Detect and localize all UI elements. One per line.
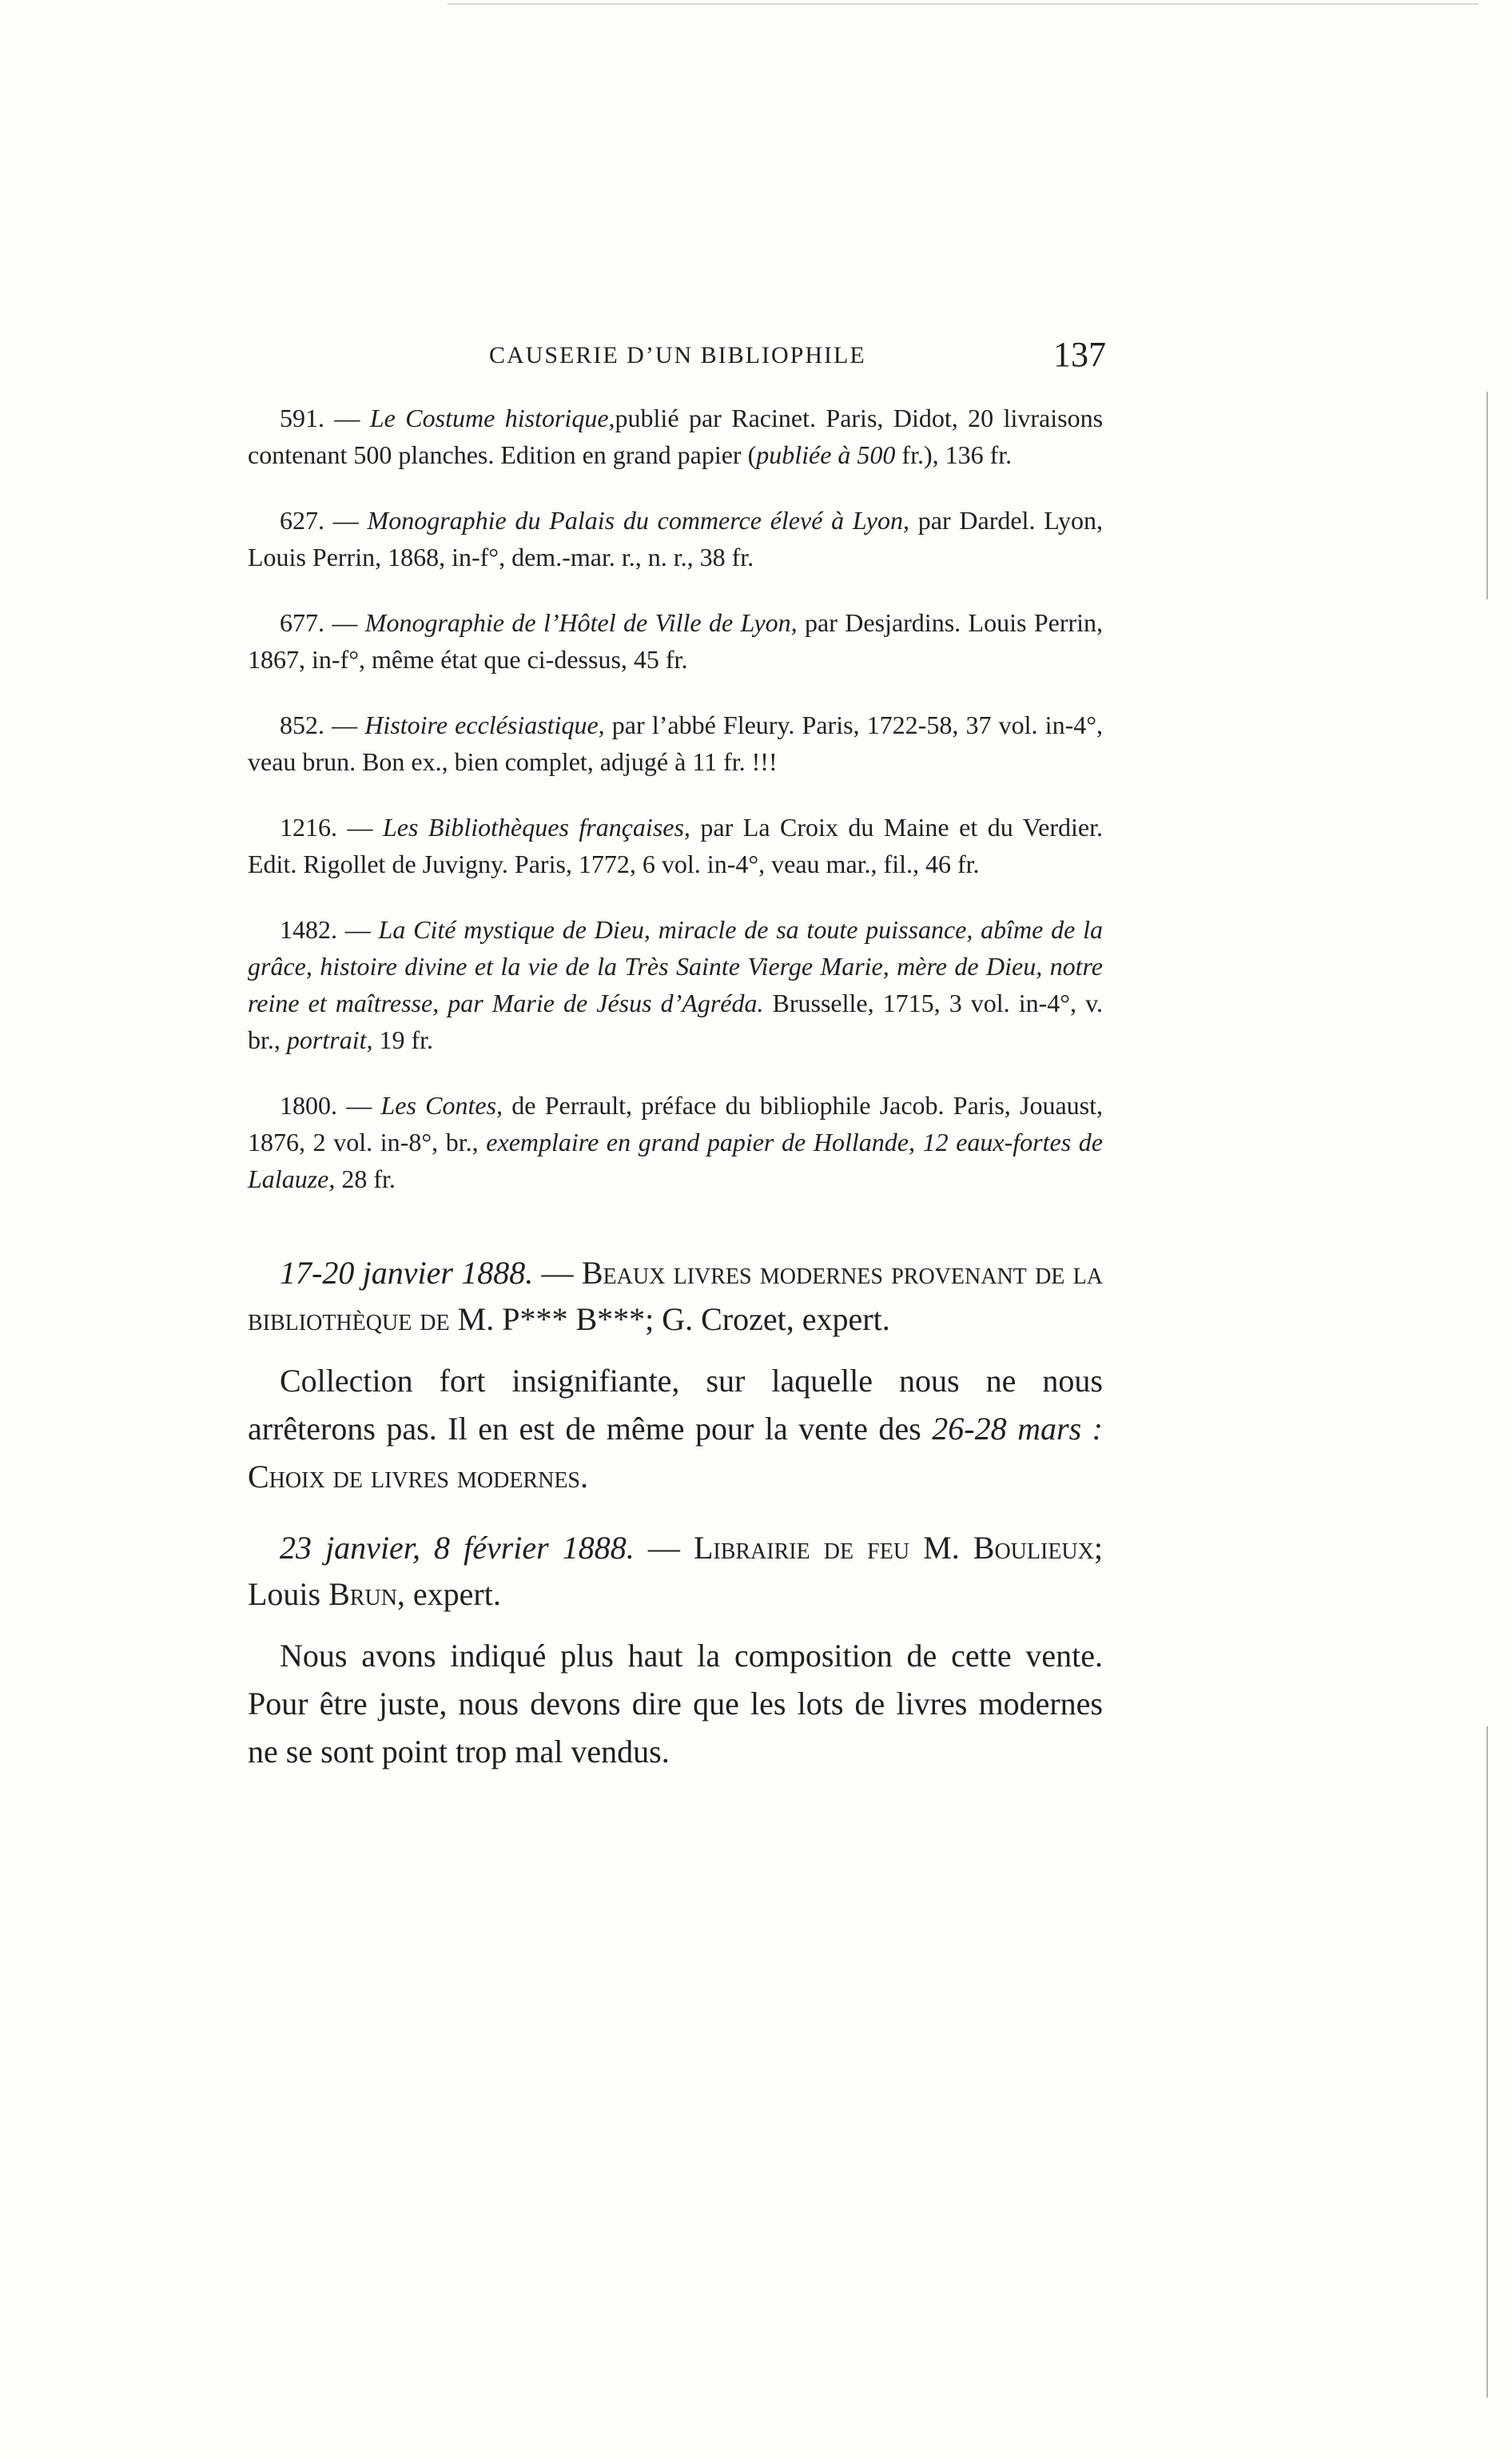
entry-number: 1216. (280, 813, 337, 842)
catalog-entry (248, 707, 1103, 780)
sale-title: Beaux livres modernes provenant de la bibliothèque de (248, 1255, 1104, 1337)
entry-title: Monographie du Palais du commerce élevé à Lyon, (367, 506, 909, 535)
catalog-entry (248, 400, 1103, 473)
text-block (248, 400, 1103, 1792)
entry-italic: exemplaire en grand papier de Hollande, 12 eaux-fortes de Lalauze, (248, 1128, 1104, 1193)
running-head: CAUSERIE D’UN BIBLIOPHILE (489, 342, 866, 368)
dash: — (324, 404, 370, 432)
entry-details: par Dardel. Lyon, Louis Perrin, 1868, in-f°, dem.-mar. r., n. r., 38 fr. (248, 506, 1104, 571)
entry-details: publié par Racinet. Paris, Didot, 20 livraisons contenant 500 planches. Edition en grand papier ( (248, 404, 1104, 469)
entry-details: Brusselle, 1715, 3 vol. in-4°, v. br., (248, 989, 1104, 1054)
entry-title: Histoire ecclésiastique, (364, 711, 605, 739)
paragraph (248, 1357, 1103, 1501)
entry-title: Les Contes, (380, 1091, 503, 1120)
entry-details: de Perrault, préface du bibliophile Jacob. Paris, Jouaust, 1876, 2 vol. in-8°, br., (248, 1091, 1104, 1156)
sale-expert-post: , expert. (396, 1576, 501, 1612)
dash: — (337, 915, 379, 944)
sale-date: 23 janvier, 8 février 1888. (280, 1530, 635, 1566)
sale-heading (248, 1525, 1103, 1618)
page-number: 137 (1053, 335, 1106, 374)
paragraph-text: Collection fort insignifiante, sur laquelle nous ne nous arrêterons pas. Il en est de même pour la vente des (248, 1363, 1103, 1447)
entry-title: Les Bibliothèques françaises, (382, 813, 690, 842)
catalog-entry (248, 502, 1103, 575)
entry-price: 19 fr. (372, 1025, 434, 1054)
dash: — (337, 1091, 381, 1120)
catalog-entry (248, 604, 1103, 678)
sale-expert-pre: ; Louis (248, 1530, 1103, 1612)
paragraph-date: 26-28 mars : (932, 1411, 1103, 1447)
entry-price: fr.), 136 fr. (895, 440, 1013, 469)
entry-number: 1800. (280, 1091, 337, 1120)
paragraph: Nous avons indiqué plus haut la composition de cette vente. Pour être juste, nous devons dire que les lots de livres modernes ne se sont point trop mal vendus. (248, 1638, 1103, 1769)
sale-date: 17-20 janvier 1888. (280, 1255, 534, 1291)
entry-details: par l’abbé Fleury. Paris, 1722-58, 37 vol. in-4°, veau brun. Bon ex., bien complet, adjugé à 11 fr. !!! (248, 711, 1104, 776)
entry-details: par La Croix du Maine et du Verdier. Edit. Rigollet de Juvigny. Paris, 1772, 6 vol. in-4°, veau mar., fil., 46 fr. (248, 813, 1104, 878)
paragraph-sale-title: Choix de livres modernes. (248, 1459, 589, 1495)
entry-number: 591. (280, 404, 324, 432)
sale-owner: M. Boulieux (909, 1530, 1094, 1566)
entry-italic: publiée à 500 (756, 440, 896, 469)
sale-owner: M. P*** B*** (449, 1301, 646, 1337)
dash: — (324, 608, 365, 637)
sale-heading (248, 1250, 1103, 1343)
page-edge-right (1486, 1726, 1488, 2398)
page-edge-right (1486, 392, 1488, 599)
catalog-entry (248, 911, 1103, 1058)
entry-number: 627. (280, 506, 324, 535)
entry-italic: portrait, (280, 1025, 373, 1054)
entry-price: 28 fr. (335, 1164, 396, 1193)
dash: — (337, 813, 383, 842)
entry-number: 852. (280, 711, 324, 739)
catalog-entry (248, 809, 1103, 882)
entry-number: 1482. (280, 915, 337, 944)
entry-title: Le Costume historique, (369, 404, 615, 432)
page-edge-top (448, 3, 1478, 5)
dash: — (324, 506, 368, 535)
entry-title: La Cité mystique de Dieu, miracle de sa toute puissance, abîme de la grâce, histoire divine et la vie de la Très Sainte Vierge Marie, mère de Dieu, notre reine et maîtresse, par Marie de Jésus d’Agréda. (248, 915, 1103, 1017)
entry-title: Monographie de l’Hôtel de Ville de Lyon, (364, 608, 798, 637)
entry-number: 677. (280, 608, 324, 637)
dash: — (634, 1530, 694, 1566)
dash: — (324, 711, 365, 739)
entry-details: par Desjardins. Louis Perrin, 1867, in-f°, même état que ci-dessus, 45 fr. (248, 608, 1104, 674)
catalog-entry (248, 1087, 1103, 1197)
sale-expert-name: Brun (328, 1576, 397, 1612)
sale-expert: ; G. Crozet, expert. (645, 1301, 890, 1337)
dash: — (533, 1255, 582, 1291)
sale-title: Librairie de feu (693, 1530, 910, 1566)
